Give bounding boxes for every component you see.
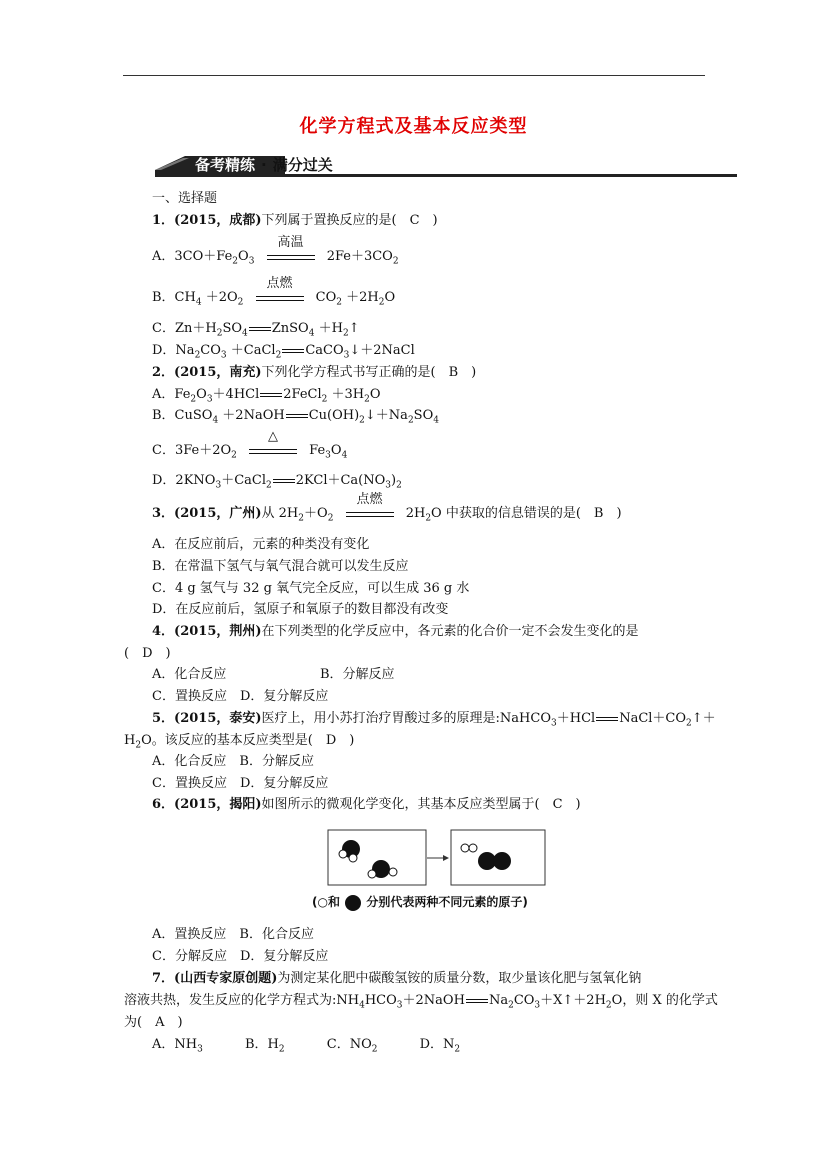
question-1 xyxy=(152,212,438,229)
q4-option-cd: C．置换反应 D．复分解反应 xyxy=(152,689,329,704)
reaction-arrow xyxy=(443,855,449,861)
q7-stem: 为测定某化肥中碳酸氢铵的质量分数，取少量该化肥与氢氧化钠 xyxy=(277,971,642,986)
q7-line2: 溶液共热，发生反应的化学方程式为$:NH_4HCO_3+2NaOH$ $Na_2CO_3+X↑+2H_2O$，则 X 的化学式 xyxy=(124,993,718,1011)
q3-option-c: C．4 g 氢气与 32 g 氧气完全反应，可以生成 36 g 水 xyxy=(152,581,470,596)
q3-source: (2015，广州) xyxy=(174,506,262,521)
banner-dot: · xyxy=(261,156,267,174)
condition-arrow xyxy=(254,275,306,306)
white-atom xyxy=(368,870,376,878)
condition-heat: △ xyxy=(268,428,279,444)
top-rule xyxy=(123,75,705,76)
page-title: 化学方程式及基本反应类型 xyxy=(299,116,528,137)
q7-source: (山西专家原创题) xyxy=(174,971,278,986)
q7-option-b: B．$H_2$ xyxy=(244,1037,285,1055)
white-atom xyxy=(349,854,357,862)
q7-options xyxy=(152,1036,460,1059)
white-atom xyxy=(339,850,347,858)
condition-dianran: 点燃 xyxy=(356,491,383,507)
q3-stem-b: 中获取的信息错误的是( B ) xyxy=(445,506,622,521)
white-atom xyxy=(389,868,397,876)
q7-option-c: C．$NO_2$ xyxy=(326,1037,378,1055)
q6-stem: 如图所示的微观化学变化，其基本反应类型属于( C ) xyxy=(261,797,581,812)
q2-option-a: A．$Fe_2O_3+4HCl$ 2FeCl$_2$ $+3H_2O$ xyxy=(152,387,381,405)
black-atom-legend xyxy=(344,895,362,911)
q3-num: 3． xyxy=(152,506,175,521)
diagram-caption xyxy=(312,893,528,911)
q5-source: (2015，泰安) xyxy=(174,711,262,726)
caption-a: (○和 xyxy=(312,895,340,909)
q5-line2: $H_2O$。该反应的基本反应类型是( D ) xyxy=(124,733,355,751)
question-6 xyxy=(152,796,581,813)
q2-source: (2015，南充) xyxy=(174,365,262,380)
q4-option-b: B．分解反应 xyxy=(320,667,395,682)
q7-option-d: D．$N_2$ xyxy=(419,1037,461,1055)
condition-arrow xyxy=(247,428,299,459)
q1-source: (2015，成都) xyxy=(174,213,262,228)
banner-bold: 备考精练 xyxy=(195,156,256,174)
q5-stem: 医疗上，用小苏打治疗胃酸过多的原理是: xyxy=(261,711,500,726)
q2-option-b: B．CuSO$_4$ ＋2NaOH $Cu(OH)_2↓+Na_2SO_4$ xyxy=(152,408,439,426)
microscopic-reaction-figure xyxy=(327,828,547,888)
condition-gaowen: 高温 xyxy=(277,234,304,250)
q2-option-c: C．$3Fe+2O_2$ △ $Fe_3O_4$ xyxy=(152,428,348,461)
q6-option-cd: C．分解反应 D．复分解反应 xyxy=(152,949,329,964)
q2-option-d: D．$2KNO_3+CaCl_2$ $2KCl+Ca(NO_3)_2$ xyxy=(152,473,402,491)
q4-stem: 在下列类型的化学反应中，各元素的化合价一定不会发生变化的是 xyxy=(261,624,639,639)
section-banner xyxy=(155,150,737,180)
q3-option-b: B．在常温下氢气与氧气混合就可以发生反应 xyxy=(152,559,409,574)
black-atom xyxy=(493,852,511,870)
q1-option-d: D．$Na_2CO_3$ ＋CaCl$_2$ CaCO$_3$↓＋2NaCl xyxy=(152,343,415,361)
q6-option-ab: A．置换反应 B．化合反应 xyxy=(152,927,314,942)
question-3: 3．(2015，广州)从 $2H_2+O_2$ 点燃 $2H_2O$ 中获取的信息错误的是( B ) xyxy=(152,491,622,524)
q7-option-a: A．$NH_3$ xyxy=(152,1037,203,1055)
condition-dianran: 点燃 xyxy=(266,275,293,291)
q1-a-text: A．3CO＋Fe xyxy=(152,249,233,264)
q4-option-a: A．化合反应 xyxy=(152,667,227,682)
white-atom xyxy=(461,844,469,852)
question-7 xyxy=(152,970,641,987)
q3-option-a: A．在反应前后，元素的种类没有变化 xyxy=(152,537,370,552)
question-4 xyxy=(152,623,639,640)
q7-line2b-text: ，则 X 的化学式 xyxy=(622,993,718,1008)
section-heading: 一、选择题 xyxy=(152,191,218,206)
q3-stem-a: 从 2H xyxy=(261,506,299,521)
q1-num: 1． xyxy=(152,213,175,228)
question-2 xyxy=(152,364,476,381)
q1-option-a: A．$3CO+Fe_2O_3$ 高温 $2Fe+3CO_2$ xyxy=(152,234,399,267)
q2-num: 2． xyxy=(152,365,175,380)
condition-arrow xyxy=(265,234,317,265)
q1-option-c: C．$Zn+H_2SO_4$ ZnSO$_4$ $+H_2↑$ xyxy=(152,321,360,339)
q3-option-d: D．在反应前后，氢原子和氧原子的数目都没有改变 xyxy=(152,602,449,617)
q5-line2-text: 。该反应的基本反应类型是( D ) xyxy=(151,733,355,748)
q5-option-cd: C．置换反应 D．复分解反应 xyxy=(152,776,329,791)
condition-arrow xyxy=(344,491,396,522)
q4-source: (2015，荆州) xyxy=(174,624,262,639)
banner-rest: 满分过关 xyxy=(272,156,333,174)
q6-num: 6． xyxy=(152,797,175,812)
q7-line2-text: 溶液共热，发生反应的化学方程式为: xyxy=(124,993,337,1008)
q5-num: 5． xyxy=(152,711,175,726)
q5-option-ab: A．化合反应 B．分解反应 xyxy=(152,754,314,769)
q4-answer: ( D ) xyxy=(124,646,171,661)
q2-stem: 下列化学方程式书写正确的是( B ) xyxy=(261,365,477,380)
white-atom xyxy=(469,844,477,852)
q4-num: 4． xyxy=(152,624,175,639)
q7-num: 7． xyxy=(152,971,175,986)
q1-option-b: B．$CH_4 +2O_2$ 点燃 $CO_2 +2H_2O$ xyxy=(152,275,396,308)
question-5: 5．(2015，泰安)医疗上，用小苏打治疗胃酸过多的原理是:NaHCO$_3$＋HCl $NaCl+CO_2↑+$ xyxy=(152,711,716,729)
q1-stem: 下列属于置换反应的是( C ) xyxy=(261,213,438,228)
caption-b: 分别代表两种不同元素的原子) xyxy=(366,895,528,909)
q7-line3: 为( A ) xyxy=(124,1015,183,1030)
q6-source: (2015，揭阳) xyxy=(174,797,262,812)
